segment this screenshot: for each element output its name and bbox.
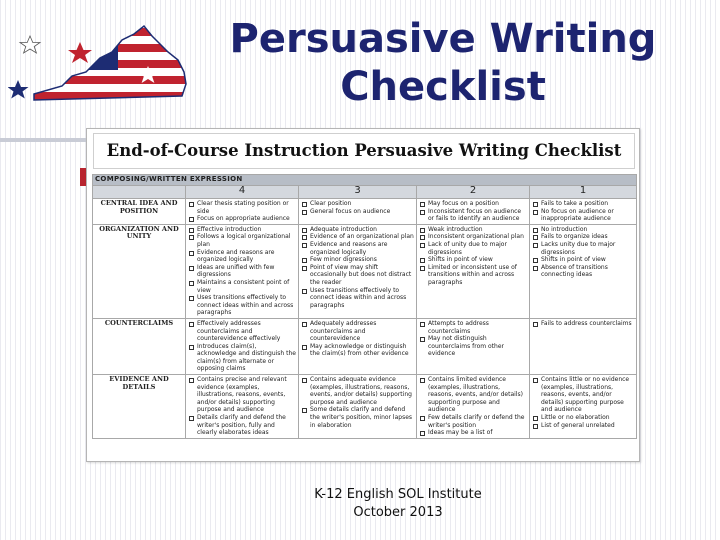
checklist-item: Introduces claim(s), acknowledge and distinguish the claim(s) from alternate or opposing claims <box>188 343 296 373</box>
checklist-item: Ideas may be a list of <box>419 429 527 437</box>
blue-star-icon <box>8 80 29 99</box>
checklist-item: General focus on audience <box>301 208 414 216</box>
rubric-category: COUNTERCLAIMS <box>93 318 186 374</box>
checklist-item: May focus on a position <box>419 200 527 208</box>
checklist-item: Lacks unity due to major digressions <box>532 241 634 256</box>
checklist-item: Point of view may shift occasionally but does not distract the reader <box>301 264 414 287</box>
rubric-row <box>93 318 637 374</box>
checklist-item: Uses transitions effectively to connect ideas within and across paragraphs <box>188 294 296 317</box>
rubric-category: EVIDENCE AND DETAILS <box>93 375 186 439</box>
checklist-document-image <box>86 128 640 462</box>
section-header-row <box>93 175 637 186</box>
slide-title-line-2: Checklist <box>340 64 546 110</box>
checklist-item: Limited or inconsistent use of transitions within and across paragraphs <box>419 264 527 287</box>
rubric-cell <box>417 199 530 225</box>
checklist-item: Few details clarify or defend the writer's position <box>419 414 527 429</box>
rubric-cell <box>299 318 417 374</box>
rubric-row <box>93 224 637 318</box>
checklist-item: Evidence and reasons are organized logically <box>301 241 414 256</box>
rubric-cell <box>299 375 417 439</box>
checklist-item: Maintains a consistent point of view <box>188 279 296 294</box>
checklist-item: List of general unrelated <box>532 422 634 430</box>
score-header-row <box>93 186 637 199</box>
rubric-cell <box>530 375 637 439</box>
checklist-item: Weak introduction <box>419 226 527 234</box>
slide-title-line-1: Persuasive Writing <box>229 16 657 62</box>
checklist-item: Focus on appropriate audience <box>188 215 296 223</box>
checklist-item: Fails to address counterclaims <box>532 320 634 328</box>
checklist-item: May not distinguish counterclaims from other evidence <box>419 335 527 358</box>
rubric-category: CENTRAL IDEA AND POSITION <box>93 199 186 225</box>
score-heading: 2 <box>417 186 530 199</box>
checklist-item: No introduction <box>532 226 634 234</box>
checklist-item: Shifts in point of view <box>532 256 634 264</box>
checklist-item: Adequate introduction <box>301 226 414 234</box>
white-star-icon <box>20 36 40 53</box>
rubric-cell <box>530 199 637 225</box>
checklist-item: Effective introduction <box>188 226 296 234</box>
rubric-cell <box>186 375 299 439</box>
rubric-cell <box>186 199 299 225</box>
rubric-cell <box>417 224 530 318</box>
checklist-item: Ideas are unified with few digressions <box>188 264 296 279</box>
score-heading: 4 <box>186 186 299 199</box>
red-star-icon <box>68 42 92 63</box>
footer-date: October 2013 <box>353 505 443 520</box>
checklist-item: Details clarify and defend the writer's position, fully and clearly elaborates ideas <box>188 414 296 437</box>
checklist-item: Fails to organize ideas <box>532 233 634 241</box>
checklist-item: Contains little or no evidence (examples, illustrations, reasons, events, and/or details) supporting purpose and audience <box>532 376 634 414</box>
checklist-title: End-of-Course Instruction Persuasive Writing Checklist <box>93 133 635 169</box>
checklist-item: May acknowledge or distinguish the claim(s) from other evidence <box>301 343 414 358</box>
checklist-item: Lack of unity due to major digressions <box>419 241 527 256</box>
rubric-category: ORGANIZATION AND UNITY <box>93 224 186 318</box>
rubric-row <box>93 199 637 225</box>
checklist-item: Contains adequate evidence (examples, illustrations, reasons, events, and/or details) supporting purpose and audience <box>301 376 414 406</box>
checklist-item: Uses transitions effectively to connect ideas within and across paragraphs <box>301 287 414 310</box>
checklist-item: Fails to take a position <box>532 200 634 208</box>
checklist-item: Inconsistent focus on audience or fails to identify an audience <box>419 208 527 223</box>
rubric-table <box>92 174 637 439</box>
score-heading: 1 <box>530 186 637 199</box>
accent-divider <box>0 138 90 142</box>
checklist-item: Evidence and reasons are organized logically <box>188 249 296 264</box>
rubric-cell <box>299 199 417 225</box>
rubric-cell <box>417 375 530 439</box>
checklist-item: Adequately addresses counterclaims and counterevidence <box>301 320 414 343</box>
checklist-item: Evidence of an organizational plan <box>301 233 414 241</box>
section-title: COMPOSING/WRITTEN EXPRESSION <box>93 175 637 186</box>
checklist-item: Few minor digressions <box>301 256 414 264</box>
rubric-row <box>93 375 637 439</box>
checklist-item: Some details clarify and defend the writer's position, minor lapses in elaboration <box>301 406 414 429</box>
rubric-cell <box>186 224 299 318</box>
checklist-item: Inconsistent organizational plan <box>419 233 527 241</box>
rubric-cell <box>530 318 637 374</box>
checklist-item: Little or no elaboration <box>532 414 634 422</box>
checklist-item: Clear position <box>301 200 414 208</box>
checklist-item: Effectively addresses counterclaims and counterevidence effectively <box>188 320 296 343</box>
checklist-item: Contains limited evidence (examples, illustrations, reasons, events, and/or details) supporting purpose and audience <box>419 376 527 414</box>
checklist-item: Clear thesis stating position or side <box>188 200 296 215</box>
footer-institute: K-12 English SOL Institute <box>314 487 482 502</box>
rubric-cell <box>299 224 417 318</box>
rubric-cell <box>186 318 299 374</box>
rubric-cell <box>530 224 637 318</box>
checklist-item: Contains precise and relevant evidence (examples, illustrations, reasons, events, and/or details) supporting purpose and audience <box>188 376 296 414</box>
checklist-item: Shifts in point of view <box>419 256 527 264</box>
score-heading: 3 <box>299 186 417 199</box>
checklist-item: Attempts to address counterclaims <box>419 320 527 335</box>
checklist-item: No focus on audience or inappropriate audience <box>532 208 634 223</box>
checklist-item: Absence of transitions connecting ideas <box>532 264 634 279</box>
virginia-map-flag-icon <box>8 14 198 106</box>
checklist-item: Follows a logical organizational plan <box>188 233 296 248</box>
rubric-cell <box>417 318 530 374</box>
